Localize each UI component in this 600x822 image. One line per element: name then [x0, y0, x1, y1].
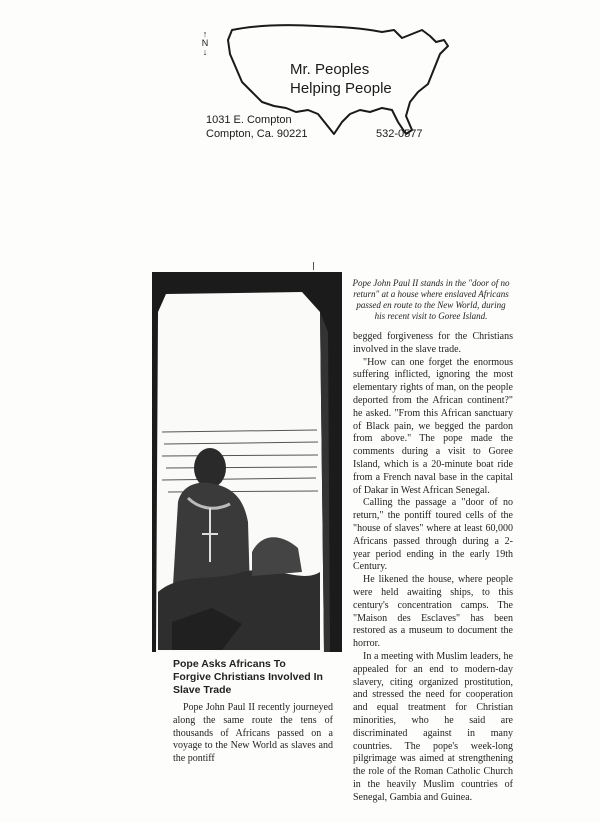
- paragraph: "How can one forget the enormous suffering inflicted, ignoring the most elementary rights of man, on the people deported from the African continent?" he asked. "From this African sanctuary of Black pain, we begged the pardon from above." The pope made the comments during a visit to Goree Island, which is a 20-minute boat ride from a French naval base in the capital of Dakar in West African Senegal.: [353, 356, 513, 496]
- paragraph: He likened the house, where people were held awaiting ships, to this century's concentration camps. The "Maison des Esclaves" has been restored as a museum to document the horror.: [353, 574, 513, 650]
- pope-photo-image: [152, 272, 342, 652]
- letterhead: [0, 0, 600, 150]
- phone-number: 532-0577: [376, 128, 423, 140]
- article-column-2: [353, 331, 513, 804]
- clip-mark: [313, 262, 314, 270]
- article-headline: Pope Asks Africans To Forgive Christians Involved In Slave Trade: [173, 658, 323, 696]
- compass-north-icon: ↑ N ↓: [201, 29, 209, 57]
- paragraph: begged forgiveness for the Christians involved in the slave trade.: [353, 331, 513, 355]
- company-name-line1: Mr. Peoples: [290, 61, 370, 78]
- address-city: Compton, Ca. 90221: [206, 128, 308, 140]
- article-column-1: [173, 702, 333, 766]
- paragraph: In a meeting with Muslim leaders, he appealed for an end to modern-day slavery, citing organized prostitution, and stressed the need for cooperation and equal treatment for Christian minorities, who he said are discriminated against in many countries. The pope's week-long pilgrimage was aimed at strengthening the role of the Roman Catholic Church in the heavily Muslim countries of Senegal, Gambia and Guinea.: [353, 650, 513, 803]
- company-slogan: Helping People: [290, 80, 392, 97]
- article-photo: [152, 272, 342, 652]
- photo-caption: Pope John Paul II stands in the "door of no return" at a house where enslaved Africans passed en route to the New World, during his recent visit to Goree Island.: [352, 278, 510, 321]
- paragraph: Calling the passage a "door of no return," the pontiff toured cells of the "house of slaves" where at least 60,000 Africans passed through during a 2-year period ending in the early 19th Century.: [353, 497, 513, 573]
- company-name: [290, 60, 392, 98]
- paragraph: Pope John Paul II recently journeyed along the same route the tens of thousands of Africans passed on a voyage to the New World as slaves and the pontiff: [173, 702, 333, 765]
- address-street: 1031 E. Compton: [206, 114, 292, 126]
